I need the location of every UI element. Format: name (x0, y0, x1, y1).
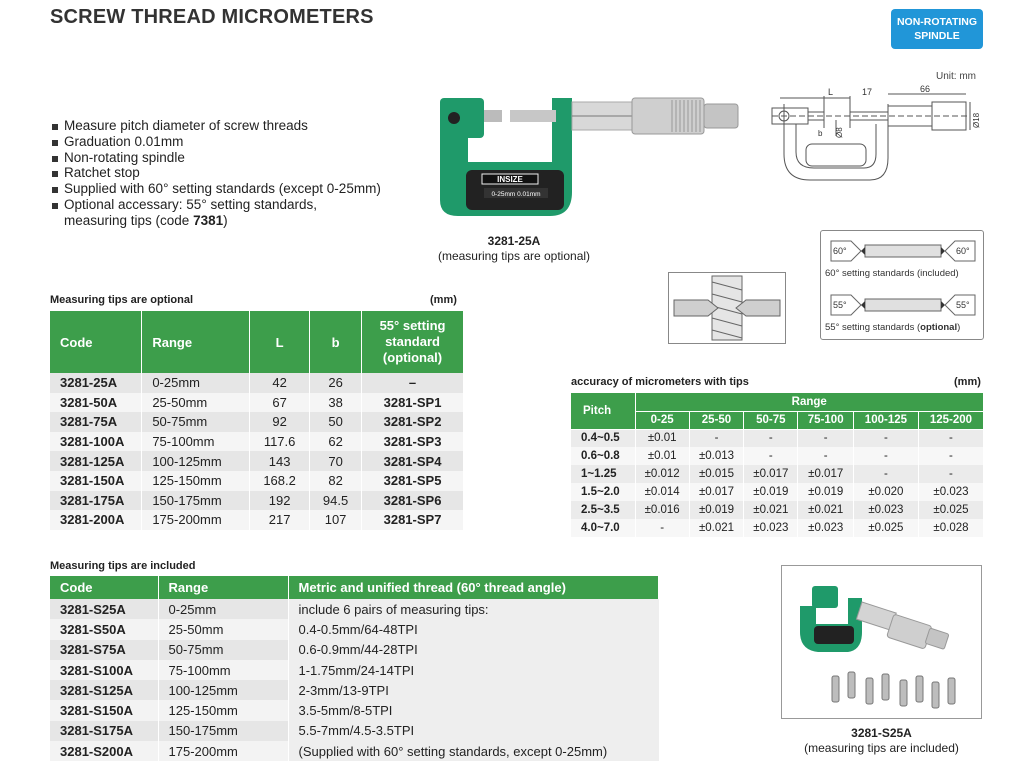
dim-17: 17 (862, 87, 873, 97)
photo2-caption (781, 726, 982, 756)
table-row (50, 680, 659, 700)
left-tip (674, 300, 718, 316)
cell-L: 143 (250, 451, 310, 471)
cell-accuracy: ±0.025 (918, 501, 983, 519)
standard-60-label: 60° setting standards (included) (825, 268, 959, 279)
col-pitch: Pitch (571, 393, 635, 429)
cell-range: 150-175mm (142, 491, 250, 511)
spindle (510, 110, 556, 122)
cell-setting-standard: 3281-SP5 (362, 471, 464, 491)
cell-code: 3281-S175A (50, 721, 158, 741)
cell-accuracy: ±0.014 (635, 483, 689, 501)
table-row (571, 519, 984, 537)
cell-accuracy: - (798, 447, 853, 465)
cell-pitch: 1.5~2.0 (571, 483, 635, 501)
table-row (571, 501, 984, 519)
feature-item: Optional accessary: 55° setting standards, (52, 197, 381, 213)
cell-code: 3281-S200A (50, 741, 158, 761)
cell-accuracy: ±0.023 (798, 519, 853, 537)
cell-accuracy: ±0.017 (689, 483, 743, 501)
table-row (50, 491, 464, 511)
cell-code: 3281-125A (50, 451, 142, 471)
cell-range: 150-175mm (158, 721, 288, 741)
table-row (50, 393, 464, 413)
col-range: 50-75 (744, 411, 798, 429)
cell-setting-standard: 3281-SP4 (362, 451, 464, 471)
cell-accuracy: ±0.016 (635, 501, 689, 519)
unit-note: Unit: mm (936, 71, 976, 82)
cell-setting-standard: 3281-SP3 (362, 432, 464, 452)
dim-8: Ø8 (835, 127, 844, 138)
anvil-block (812, 586, 838, 608)
badge-line-1: NON-ROTATING (896, 16, 978, 28)
table-row (50, 660, 659, 680)
cell-accuracy: ±0.028 (918, 519, 983, 537)
cell-range: 50-75mm (158, 640, 288, 660)
photo1-code: 3281-25A (487, 234, 541, 248)
cell-L: 192 (250, 491, 310, 511)
table-row (50, 471, 464, 491)
accessory-code: 7381 (193, 212, 224, 228)
cell-accuracy: ±0.01 (635, 447, 689, 465)
cell-accuracy: - (744, 429, 798, 447)
right-tip (736, 300, 780, 316)
cell-accuracy: ±0.023 (853, 501, 918, 519)
cell-b: 62 (310, 432, 362, 452)
micrometer-photo-3281-25A (432, 92, 746, 224)
cell-setting-standard: 3281-SP6 (362, 491, 464, 511)
cell-L: 117.6 (250, 432, 310, 452)
table-row (50, 432, 464, 452)
cell-accuracy: - (918, 465, 983, 483)
cell-code: 3281-50A (50, 393, 142, 413)
cell-accuracy: ±0.021 (798, 501, 853, 519)
cell-accuracy: ±0.015 (689, 465, 743, 483)
standard-55-right: 55° (956, 300, 970, 310)
col-range: 125-200 (918, 411, 983, 429)
table-row (50, 741, 659, 761)
micrometer-set-photo (782, 566, 981, 718)
cell-range: 100-125mm (142, 451, 250, 471)
cell-accuracy: - (918, 429, 983, 447)
col-setting-standard-line: standard (385, 334, 440, 349)
cell-accuracy: ±0.017 (744, 465, 798, 483)
feature-list (52, 118, 381, 229)
col-range: Range (158, 576, 288, 599)
feature-item: Non-rotating spindle (52, 150, 381, 166)
table-row (50, 640, 659, 660)
col-range-group: Range (635, 393, 984, 411)
cell-accuracy: ±0.01 (635, 429, 689, 447)
cell-range: 175-200mm (142, 510, 250, 530)
cell-accuracy: ±0.019 (798, 483, 853, 501)
cell-code: 3281-100A (50, 432, 142, 452)
cell-pitch: 0.4~0.5 (571, 429, 635, 447)
cell-code: 3281-S25A (50, 599, 158, 619)
cell-thread-spec: 2-3mm/13-9TPI (288, 680, 659, 700)
cell-range: 125-150mm (142, 471, 250, 491)
scale-text: 0-25mm 0.01mm (491, 191, 541, 198)
table1-unit: (mm) (430, 294, 457, 306)
feature-item: Measure pitch diameter of screw threads (52, 118, 381, 134)
table-row (50, 451, 464, 471)
cell-code: 3281-S100A (50, 660, 158, 680)
dimension-drawing (770, 84, 984, 194)
photo2-note: (measuring tips are included) (804, 741, 959, 755)
cell-accuracy: ±0.019 (744, 483, 798, 501)
standard-60-left: 60° (833, 246, 847, 256)
optional-tips-table (50, 311, 464, 530)
standard-55-label-post: ) (957, 322, 961, 333)
table-row (50, 373, 464, 393)
cell-b: 82 (310, 471, 362, 491)
cell-accuracy: ±0.021 (744, 501, 798, 519)
cell-range: 125-150mm (158, 700, 288, 720)
cell-code: 3281-150A (50, 471, 142, 491)
cell-b: 38 (310, 393, 362, 413)
cell-thread-spec: (Supplied with 60° setting standards, except 0-25mm) (288, 741, 659, 761)
feature-item: Graduation 0.01mm (52, 134, 381, 150)
col-range: Range (142, 311, 250, 373)
col-setting-standard-line: 55° setting (379, 318, 446, 333)
col-setting-standard (362, 311, 464, 373)
table-row (50, 599, 659, 619)
col-code: Code (50, 576, 158, 599)
table-row (50, 619, 659, 639)
page-title: SCREW THREAD MICROMETERS (50, 6, 374, 28)
insulation-plate (814, 626, 854, 644)
cell-code: 3281-S125A (50, 680, 158, 700)
cell-L: 217 (250, 510, 310, 530)
thread-tips-illustration (668, 272, 786, 344)
cell-accuracy: - (853, 429, 918, 447)
cell-pitch: 4.0~7.0 (571, 519, 635, 537)
cell-accuracy: ±0.021 (689, 519, 743, 537)
cell-range: 25-50mm (142, 393, 250, 413)
table-row (571, 447, 984, 465)
table-row (50, 510, 464, 530)
cell-code: 3281-S75A (50, 640, 158, 660)
feature-item: Ratchet stop (52, 165, 381, 181)
cell-range: 0-25mm (142, 373, 250, 393)
standard-55-label-bold: optional (920, 322, 958, 333)
cell-pitch: 0.6~0.8 (571, 447, 635, 465)
table3-unit: (mm) (954, 376, 981, 388)
table-header-row (50, 311, 464, 373)
cell-accuracy: - (918, 447, 983, 465)
cell-code: 3281-25A (50, 373, 142, 393)
thimble (887, 614, 932, 649)
included-tips-table (50, 576, 659, 761)
col-setting-standard-line: (optional) (382, 350, 443, 365)
cell-range: 0-25mm (158, 599, 288, 619)
feature-tail-close: ) (223, 212, 228, 228)
cell-accuracy: ±0.012 (635, 465, 689, 483)
cell-accuracy: - (798, 429, 853, 447)
cell-accuracy: ±0.013 (689, 447, 743, 465)
table1-section-label: Measuring tips are optional (50, 294, 194, 306)
cell-accuracy: ±0.020 (853, 483, 918, 501)
col-thread: Metric and unified thread (60° thread angle) (288, 576, 659, 599)
photo2-frame (781, 565, 982, 719)
accuracy-table (571, 393, 984, 537)
col-range: 100-125 (853, 411, 918, 429)
badge-line-2: SPINDLE (914, 30, 960, 42)
standard-55-left: 55° (833, 300, 847, 310)
col-code: Code (50, 311, 142, 373)
standard-55-drawing (825, 291, 981, 319)
table-row (571, 465, 984, 483)
cell-code: 3281-S50A (50, 619, 158, 639)
standard-55-label-pre: 55° setting standards ( (825, 322, 921, 333)
table3-section-label: accuracy of micrometers with tips (571, 376, 749, 388)
anvil-tip (484, 110, 502, 122)
photo1-note: (measuring tips are optional) (437, 249, 591, 263)
cell-thread-spec: 0.6-0.9mm/44-28TPI (288, 640, 659, 660)
table-row (50, 721, 659, 741)
cell-accuracy: - (689, 429, 743, 447)
setting-standards-box (820, 230, 984, 340)
drawing-outline (772, 94, 970, 180)
cell-range: 75-100mm (158, 660, 288, 680)
cell-accuracy: - (635, 519, 689, 537)
feature-item-continuation (52, 213, 381, 229)
thimble (632, 98, 704, 134)
cell-thread-spec: 0.4-0.5mm/64-48TPI (288, 619, 659, 639)
dim-b: b (818, 129, 823, 138)
table-row (50, 412, 464, 432)
photo2-code: 3281-S25A (851, 726, 912, 740)
cell-thread-spec: 1-1.75mm/24-14TPI (288, 660, 659, 680)
table-header-row (571, 393, 984, 411)
cell-range: 50-75mm (142, 412, 250, 432)
cell-code: 3281-200A (50, 510, 142, 530)
cell-code: 3281-S150A (50, 700, 158, 720)
cell-accuracy: ±0.019 (689, 501, 743, 519)
measuring-tips-set (832, 672, 955, 708)
cell-b: 26 (310, 373, 362, 393)
cell-pitch: 2.5~3.5 (571, 501, 635, 519)
cell-L: 67 (250, 393, 310, 413)
table-row (50, 700, 659, 720)
cell-thread-spec: include 6 pairs of measuring tips: (288, 599, 659, 619)
cell-b: 107 (310, 510, 362, 530)
brand-logo: INSIZE (497, 175, 523, 184)
table2-section-label: Measuring tips are included (50, 560, 196, 572)
standard-55-label (825, 322, 960, 333)
feature-tail-text: measuring tips (code (64, 212, 194, 228)
cell-accuracy: ±0.023 (918, 483, 983, 501)
col-range: 0-25 (635, 411, 689, 429)
cell-setting-standard: 3281-SP7 (362, 510, 464, 530)
cell-L: 92 (250, 412, 310, 432)
cell-L: 168.2 (250, 471, 310, 491)
cell-b: 94.5 (310, 491, 362, 511)
dim-18: Ø18 (972, 112, 981, 128)
table-row (571, 429, 984, 447)
cell-code: 3281-75A (50, 412, 142, 432)
cell-range: 100-125mm (158, 680, 288, 700)
cell-pitch: 1~1.25 (571, 465, 635, 483)
standard-60-drawing (825, 237, 981, 265)
dim-66: 66 (920, 84, 931, 94)
cell-L: 42 (250, 373, 310, 393)
cell-thread-spec: 5.5-7mm/4.5-3.5TPI (288, 721, 659, 741)
table-row (571, 483, 984, 501)
cell-setting-standard: 3281-SP1 (362, 393, 464, 413)
cell-accuracy: - (853, 447, 918, 465)
non-rotating-spindle-badge (891, 9, 983, 49)
dim-L: L (828, 87, 834, 97)
ratchet (704, 104, 738, 128)
cell-range: 25-50mm (158, 619, 288, 639)
table-header-row (50, 576, 659, 599)
cell-accuracy: ±0.023 (744, 519, 798, 537)
ratchet (925, 628, 949, 649)
photo1-caption (424, 234, 604, 264)
cell-accuracy: ±0.025 (853, 519, 918, 537)
cell-b: 70 (310, 451, 362, 471)
cell-setting-standard: – (362, 373, 464, 393)
feature-item: Supplied with 60° setting standards (except 0-25mm) (52, 181, 381, 197)
cell-accuracy: ±0.017 (798, 465, 853, 483)
cell-range: 75-100mm (142, 432, 250, 452)
col-b: b (310, 311, 362, 373)
anvil-lock (448, 112, 460, 124)
cell-code: 3281-175A (50, 491, 142, 511)
col-L: L (250, 311, 310, 373)
col-range: 25-50 (689, 411, 743, 429)
col-range: 75-100 (798, 411, 853, 429)
cell-setting-standard: 3281-SP2 (362, 412, 464, 432)
standard-60-right: 60° (956, 246, 970, 256)
cell-accuracy: - (744, 447, 798, 465)
cell-range: 175-200mm (158, 741, 288, 761)
cell-accuracy: - (853, 465, 918, 483)
cell-b: 50 (310, 412, 362, 432)
cell-thread-spec: 3.5-5mm/8-5TPI (288, 700, 659, 720)
